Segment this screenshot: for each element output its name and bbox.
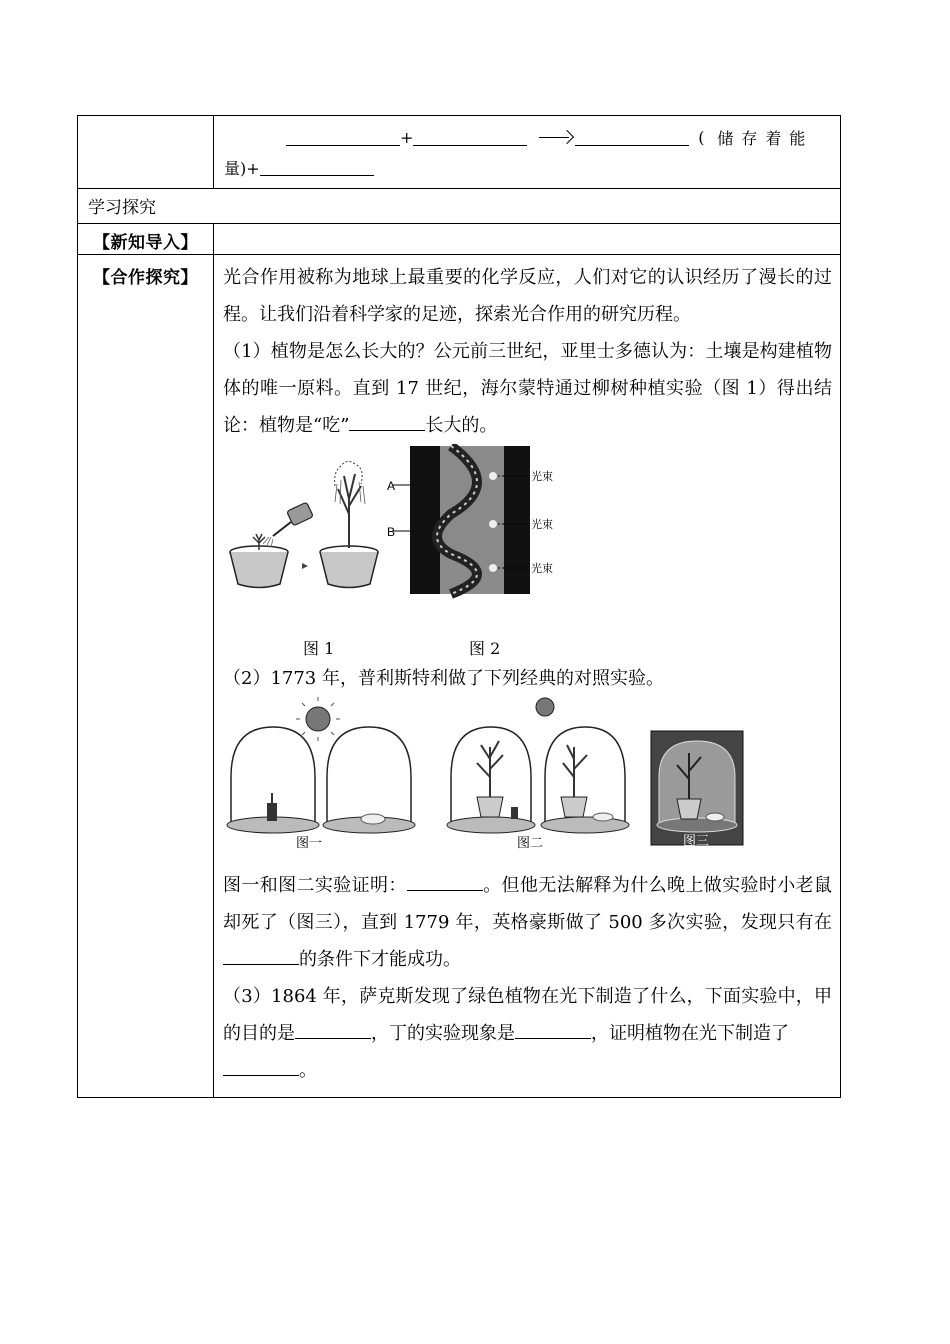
conclusion-text: 。但他无法解释为什么晚上做实验时小老鼠却死了（图三），直到 1779 年，英格豪斯做了 500 多次实验，发现只有在: [223, 875, 833, 933]
question-3-text: 。: [299, 1060, 317, 1081]
conclusion-text: 图一和图二实验证明：: [223, 875, 407, 896]
new-knowledge-content[interactable]: [214, 224, 841, 255]
question-1-tail: 长大的。: [425, 415, 498, 436]
formula-row: [78, 116, 841, 189]
formula-cell: [214, 116, 841, 189]
formula-label-cell: [78, 116, 214, 189]
formula-char: 能: [789, 128, 806, 148]
figure-b-caption: 图二: [517, 836, 544, 851]
answer-blank-q3c[interactable]: [223, 1053, 299, 1076]
question-3: [223, 978, 832, 1089]
bell-jar-plant-candle: [447, 727, 535, 833]
fig2-label-a: A: [387, 479, 396, 493]
answer-blank-q2b[interactable]: [223, 942, 299, 965]
question-1: [223, 333, 832, 444]
formula-paren: (: [698, 127, 705, 147]
question-3-text: （3）1864 年，萨克斯发现了绿色植物在光下制造了什么，下面实验中，甲的目的是: [223, 986, 832, 1044]
fig2-beam-label: 光束: [531, 518, 553, 531]
bell-jar-mouse: [323, 727, 415, 833]
formula-blank-2[interactable]: [413, 129, 527, 146]
fig2-beam-label: 光束: [531, 470, 553, 483]
figure-priestley-row: [223, 697, 832, 867]
section-row: [78, 189, 841, 224]
fig2-beam-label: 光束: [531, 562, 553, 575]
formula-plus: +: [400, 127, 414, 147]
bell-jar-dark: [651, 731, 743, 845]
reaction-arrow-icon: [539, 129, 573, 145]
intro-paragraph: 光合作用被称为地球上最重要的化学反应，人们对它的认识经历了漫长的过程。让我们沿着科学家的足迹，探索光合作用的研究历程。: [223, 267, 832, 325]
arrow-small-icon: [302, 563, 308, 569]
answer-blank-q2a[interactable]: [407, 868, 483, 891]
figure-c-caption: 图三: [683, 834, 710, 849]
question-1-text: （1）植物是怎么长大的？公元前三世纪，亚里士多德认为：土壤是构建植物体的唯一原料。直到 17 世纪，海尔蒙特通过柳树种植实验（图 1）得出结论：植物是“吃”: [223, 341, 832, 436]
formula-char: 着: [765, 128, 782, 148]
figure-2-caption: 图 2: [469, 639, 501, 658]
answer-blank-q3b[interactable]: [515, 1016, 591, 1039]
worksheet-table: [77, 115, 841, 1098]
formula-char: 存: [741, 128, 758, 148]
sun-icon: [296, 697, 340, 741]
fig2-label-b: B: [387, 525, 396, 539]
new-knowledge-label: 【新知导入】: [78, 224, 214, 255]
answer-blank-q3a[interactable]: [295, 1016, 371, 1039]
question-2: （2）1773 年，普利斯特利做了下列经典的对照实验。: [223, 668, 664, 689]
conclusion-text: 的条件下才能成功。: [299, 949, 461, 970]
cooperate-content: [214, 255, 841, 1098]
question-2-conclusion: [223, 867, 832, 978]
formula-blank-3[interactable]: [575, 129, 689, 146]
formula-blank-4[interactable]: [260, 159, 374, 176]
figure-2-image: [393, 446, 530, 594]
figure-a-caption: 图一: [296, 836, 323, 851]
formula-blank-1[interactable]: [286, 129, 400, 146]
formula-char: 储: [717, 128, 734, 148]
watering-can-icon: [263, 502, 313, 547]
answer-blank-q1[interactable]: [349, 408, 425, 431]
sun-icon: [536, 698, 554, 716]
new-knowledge-row: [78, 224, 841, 255]
formula-line2-prefix: 量)+: [224, 158, 260, 178]
cooperate-label: 【合作探究】: [78, 255, 214, 1098]
willow-tree-pot-icon: [320, 461, 378, 587]
figure-1-caption: 图 1: [303, 639, 335, 658]
question-3-text: ，证明植物在光下制造了: [591, 1023, 789, 1044]
figure-1-2-row: [223, 444, 832, 660]
bell-jar-plant-mouse: [541, 727, 629, 833]
question-3-text: ，丁的实验现象是: [371, 1023, 515, 1044]
figures-priestley: [223, 697, 843, 867]
small-pot-icon: [230, 534, 288, 588]
figures-1-2: [223, 444, 843, 660]
cooperate-row: [78, 255, 841, 1098]
section-title: 学习探究: [78, 189, 841, 224]
bell-jar-candle: [227, 727, 319, 833]
